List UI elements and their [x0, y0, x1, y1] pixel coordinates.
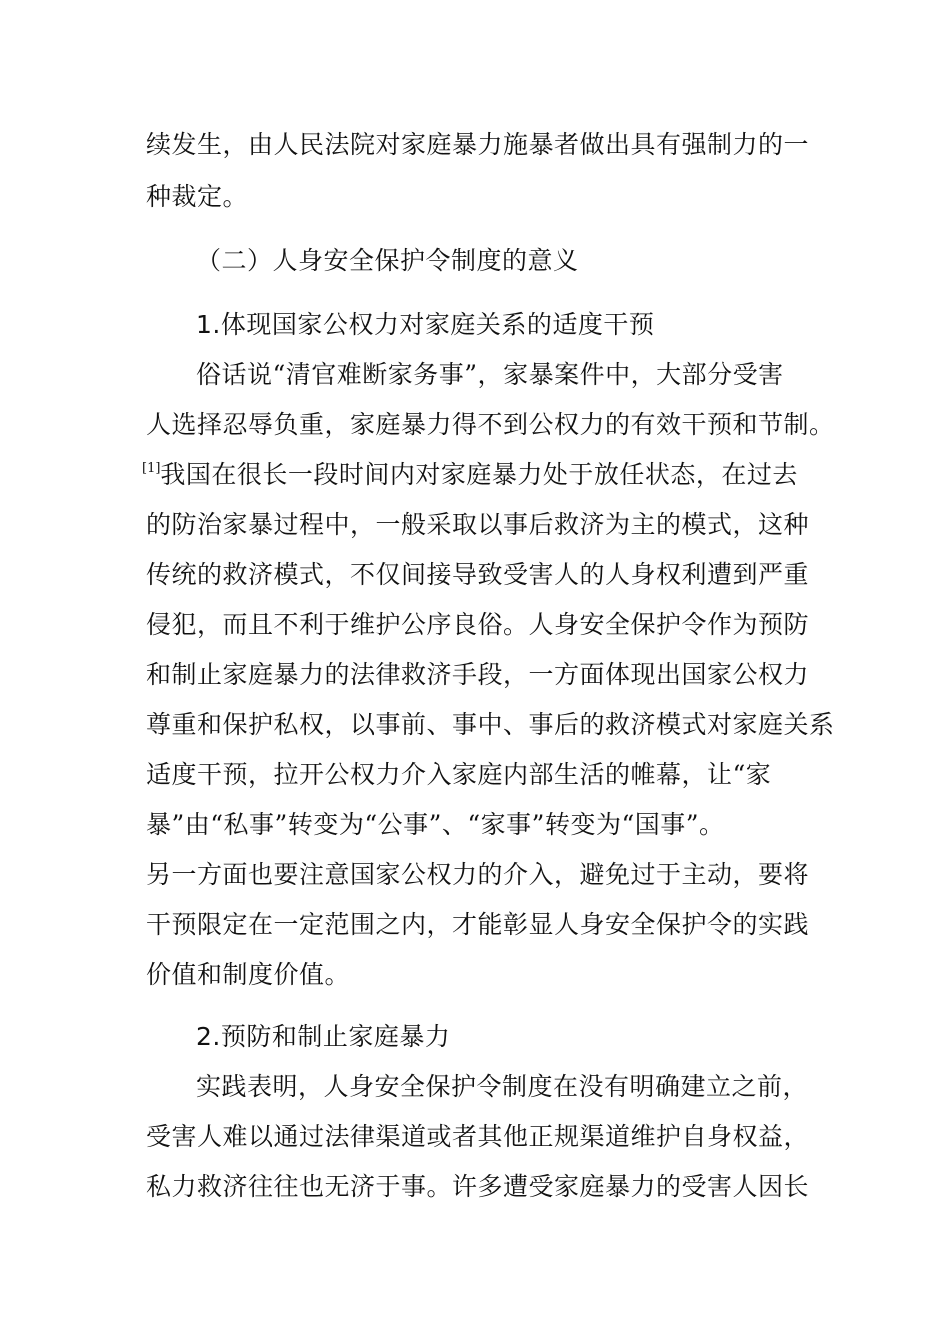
- paragraph-line: 暴”由“私事”转变为“公事”、“家事”转变为“国事”。: [146, 810, 725, 839]
- paragraph-line: 续发生，由人民法院对家庭暴力施暴者做出具有强制力的一: [146, 130, 810, 159]
- paragraph-line: 干预限定在一定范围之内，才能彰显人身安全保护令的实践: [146, 910, 810, 939]
- paragraph-line: 传统的救济模式，不仅间接导致受害人的人身权利遭到严重: [146, 560, 810, 589]
- paragraph-line: 和制止家庭暴力的法律救济手段，一方面体现出国家公权力: [146, 660, 810, 689]
- paragraph-line: 价值和制度价值。: [146, 960, 351, 989]
- paragraph-line: 实践表明，人身安全保护令制度在没有明确建立之前，: [196, 1072, 809, 1101]
- paragraph-line: 私力救济往往也无济于事。许多遭受家庭暴力的受害人因长: [146, 1172, 810, 1201]
- paragraph-line: 尊重和保护私权，以事前、事中、事后的救济模式对家庭关系: [146, 710, 835, 739]
- paragraph-line: 另一方面也要注意国家公权力的介入，避免过于主动，要将: [146, 860, 810, 889]
- paragraph-line: 人选择忍辱负重，家庭暴力得不到公权力的有效干预和节制。: [146, 410, 835, 439]
- section-heading: （二）人身安全保护令制度的意义: [196, 246, 579, 275]
- paragraph-line-with-footnote: [142, 460, 798, 490]
- paragraph-line: 受害人难以通过法律渠道或者其他正规渠道维护自身权益，: [146, 1122, 810, 1151]
- footnote-reference[interactable]: [1]: [142, 461, 161, 476]
- paragraph-line: 侵犯，而且不利于维护公序良俗。人身安全保护令作为预防: [146, 610, 810, 639]
- paragraph-line: 种裁定。: [146, 182, 249, 211]
- subsection-heading-1: 1.体现国家公权力对家庭关系的适度干预: [196, 310, 655, 339]
- subsection-heading-2: 2.预防和制止家庭暴力: [196, 1022, 451, 1051]
- paragraph-line: 适度干预，拉开公权力介入家庭内部生活的帷幕，让“家: [146, 760, 772, 789]
- paragraph-line: 俗话说“清官难断家务事”，家暴案件中，大部分受害: [196, 360, 784, 389]
- paragraph-line: 的防治家暴过程中，一般采取以事后救济为主的模式，这种: [146, 510, 810, 539]
- paragraph-text: 我国在很长一段时间内对家庭暴力处于放任状态，在过去: [160, 460, 798, 489]
